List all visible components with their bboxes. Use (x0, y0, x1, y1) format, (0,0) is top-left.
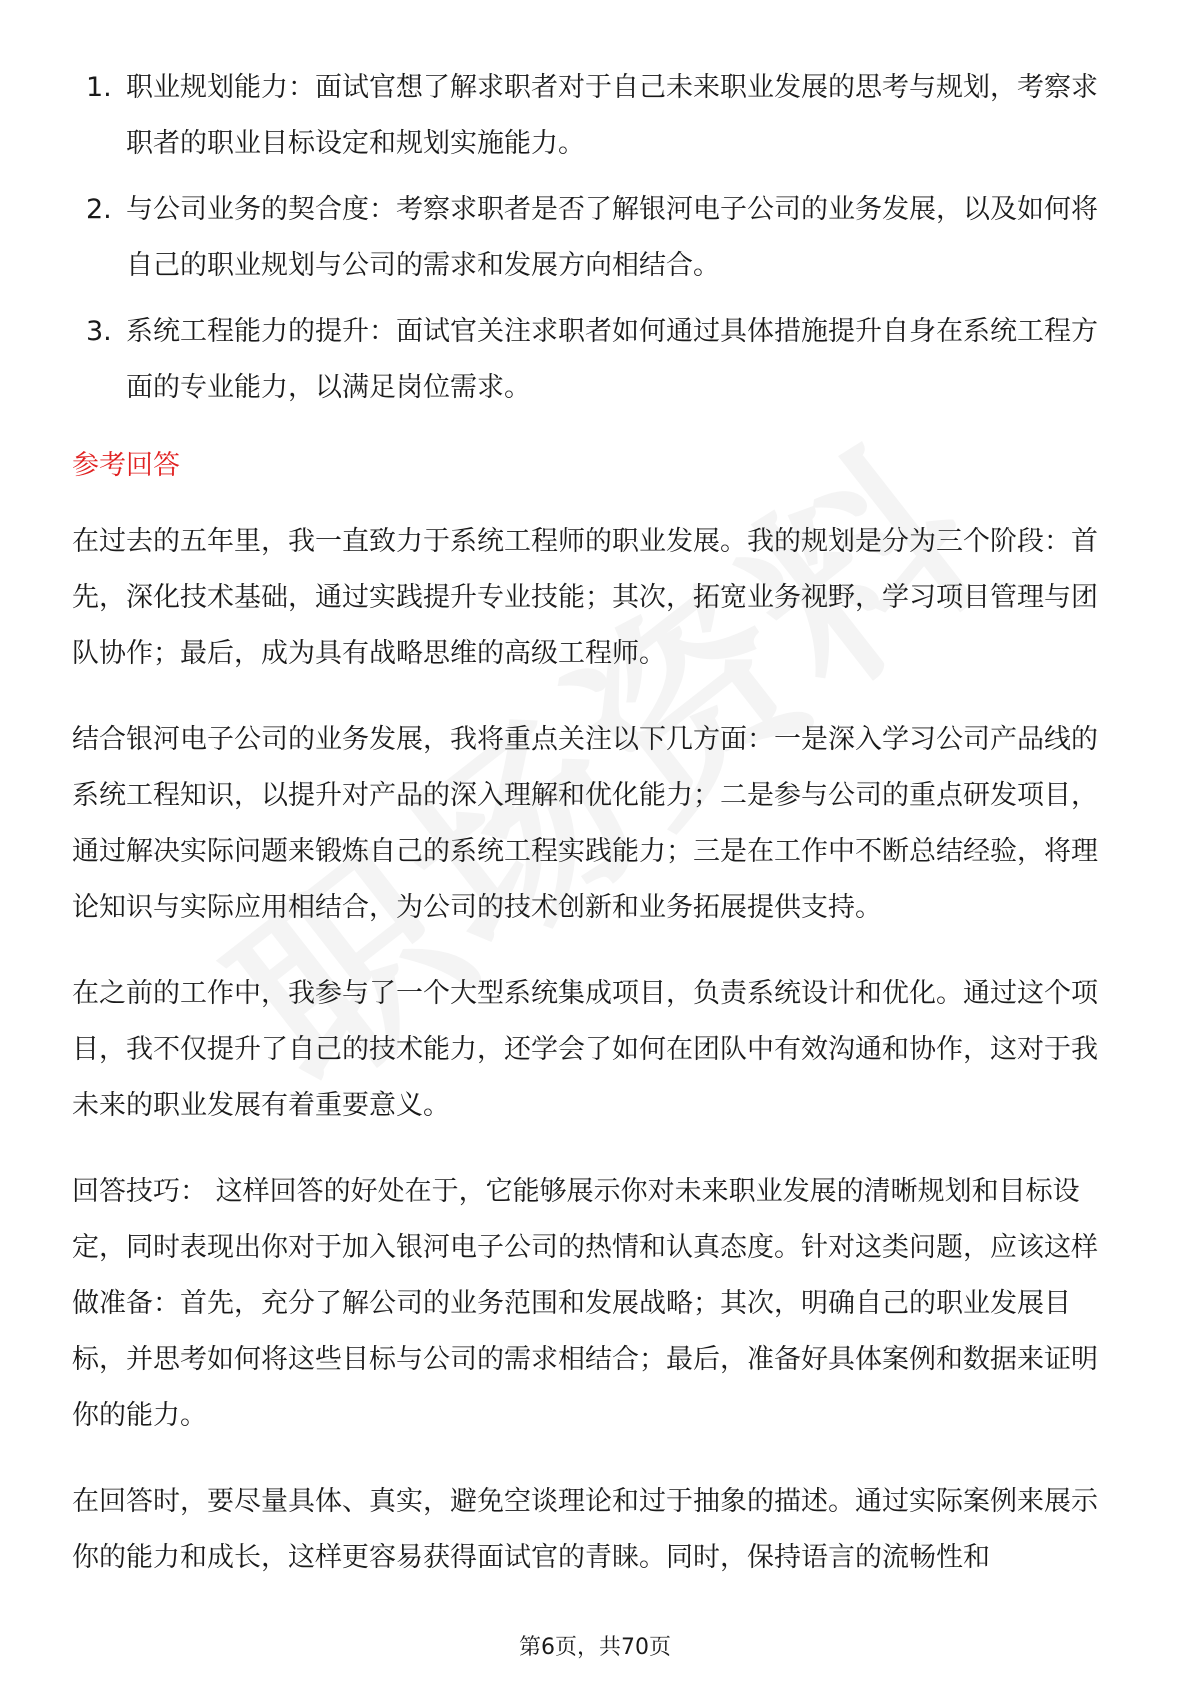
page-content (72, 60, 1118, 1616)
list-text: 职业规划能力：面试官想了解求职者对于自己未来职业发展的思考与规划，考察求职者的职业目标设定和规划实施能力。 (126, 72, 1098, 159)
list-number: 1. (86, 72, 112, 103)
list-item (72, 60, 1118, 172)
paragraph: 回答技巧： 这样回答的好处在于，它能够展示你对未来职业发展的清晰规划和目标设定，同时表现出你对于加入银河电子公司的热情和认真态度。针对这类问题，应该这样做准备：首先，充分了解公司的业务范围和发展战略；其次，明确自己的职业发展目标，并思考如何将这些目标与公司的需求相结合；最后，准备好具体案例和数据来证明你的能力。 (72, 1176, 1098, 1431)
paragraph: 结合银河电子公司的业务发展，我将重点关注以下几方面：一是深入学习公司产品线的系统工程知识，以提升对产品的深入理解和优化能力；二是参与公司的重点研发项目，通过解决实际问题来锻炼自己的系统工程实践能力；三是在工作中不断总结经验，将理论知识与实际应用相结合，为公司的技术创新和业务拓展提供支持。 (72, 724, 1098, 923)
list-item (72, 182, 1118, 294)
page-number: 第6页，共70页 (519, 1635, 671, 1660)
paragraph: 在之前的工作中，我参与了一个大型系统集成项目，负责系统设计和优化。通过这个项目，我不仅提升了自己的技术能力，还学会了如何在团队中有效沟通和协作，这对于我未来的职业发展有着重要意义。 (72, 978, 1098, 1121)
list-number: 2. (86, 194, 112, 225)
key-points-list (72, 60, 1118, 416)
list-item (72, 304, 1118, 416)
paragraph: 在回答时，要尽量具体、真实，避免空谈理论和过于抽象的描述。通过实际案例来展示你的能力和成长，这样更容易获得面试官的青睐。同时，保持语言的流畅性和 (72, 1486, 1098, 1573)
paragraph: 在过去的五年里，我一直致力于系统工程师的职业发展。我的规划是分为三个阶段：首先，深化技术基础，通过实践提升专业技能；其次，拓宽业务视野，学习项目管理与团队协作；最后，成为具有战略思维的高级工程师。 (72, 526, 1098, 669)
list-text: 与公司业务的契合度：考察求职者是否了解银河电子公司的业务发展，以及如何将自己的职业规划与公司的需求和发展方向相结合。 (126, 194, 1098, 281)
list-number: 3. (86, 316, 112, 347)
section-title: 参考回答 (72, 450, 180, 481)
list-text: 系统工程能力的提升：面试官关注求职者如何通过具体措施提升自身在系统工程方面的专业能力，以满足岗位需求。 (126, 316, 1098, 403)
